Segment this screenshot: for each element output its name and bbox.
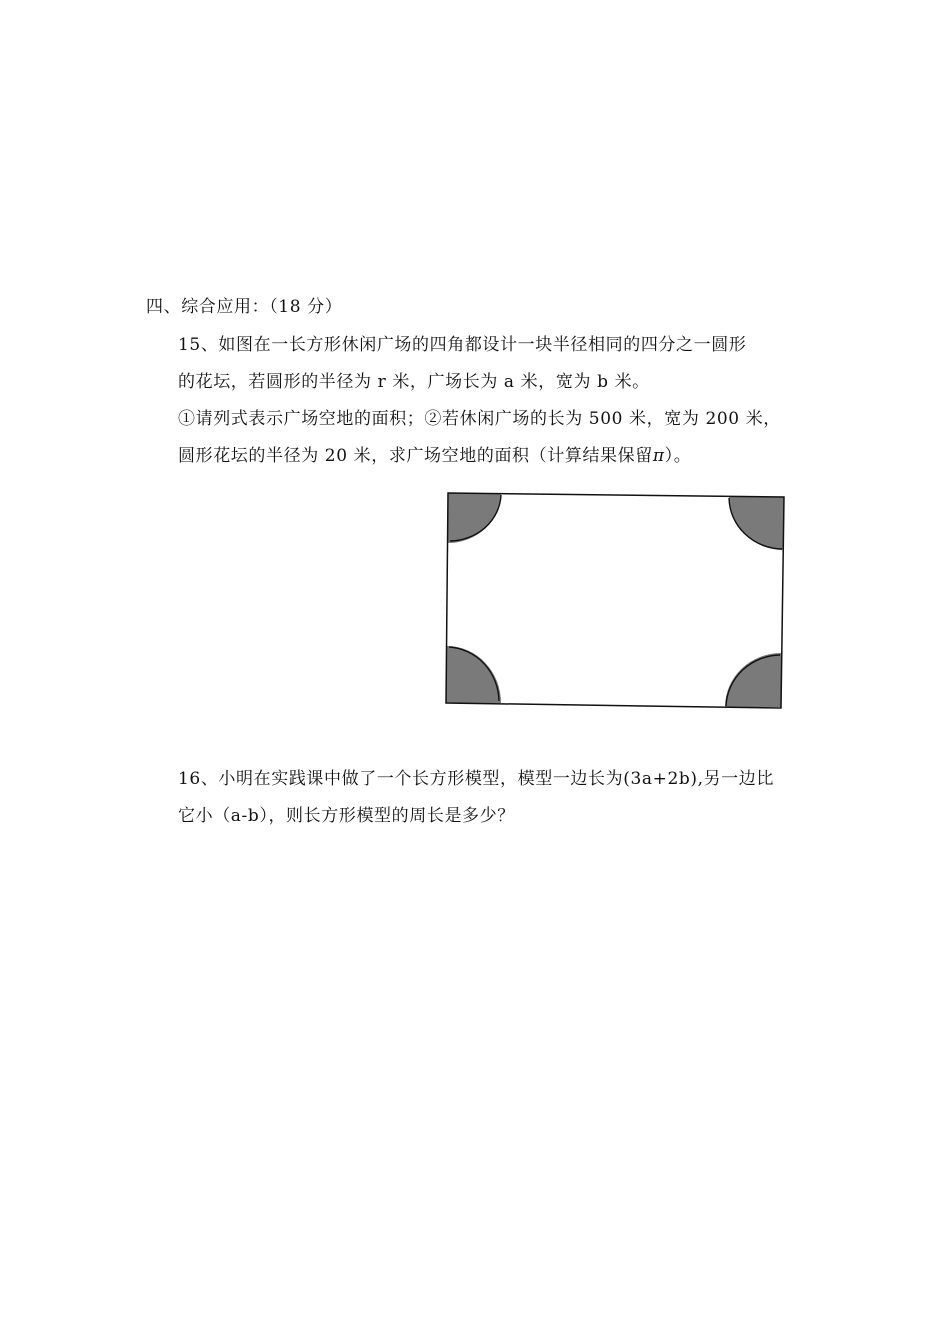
question-15-line-4 (178, 445, 691, 467)
question-15-line-4-end: ）。 (664, 446, 692, 466)
question-15-line-3: ①请列式表示广场空地的面积；②若休闲广场的长为 500 米，宽为 200 米， (178, 409, 781, 429)
section-heading: 四、综合应用：（18 分） (146, 297, 343, 317)
pi-symbol: π (652, 446, 665, 466)
plaza-figure (440, 488, 790, 713)
question-15-line-4-text: 圆形花坛的半径为 20 米，求广场空地的面积（计算结果保留 (178, 446, 653, 466)
question-16-line-1: 16、小明在实践课中做了一个长方形模型，模型一边长为(3a+2b),另一边比 (178, 769, 774, 789)
question-15-line-1: 15、如图在一长方形休闲广场的四角都设计一块半径相同的四分之一圆形 (178, 335, 747, 355)
question-15-line-2: 的花坛，若圆形的半径为 r 米，广场长为 a 米，宽为 b 米。 (178, 372, 650, 392)
plaza-rectangle (446, 493, 784, 708)
question-16-line-2: 它小（a-b），则长方形模型的周长是多少？ (178, 806, 515, 826)
